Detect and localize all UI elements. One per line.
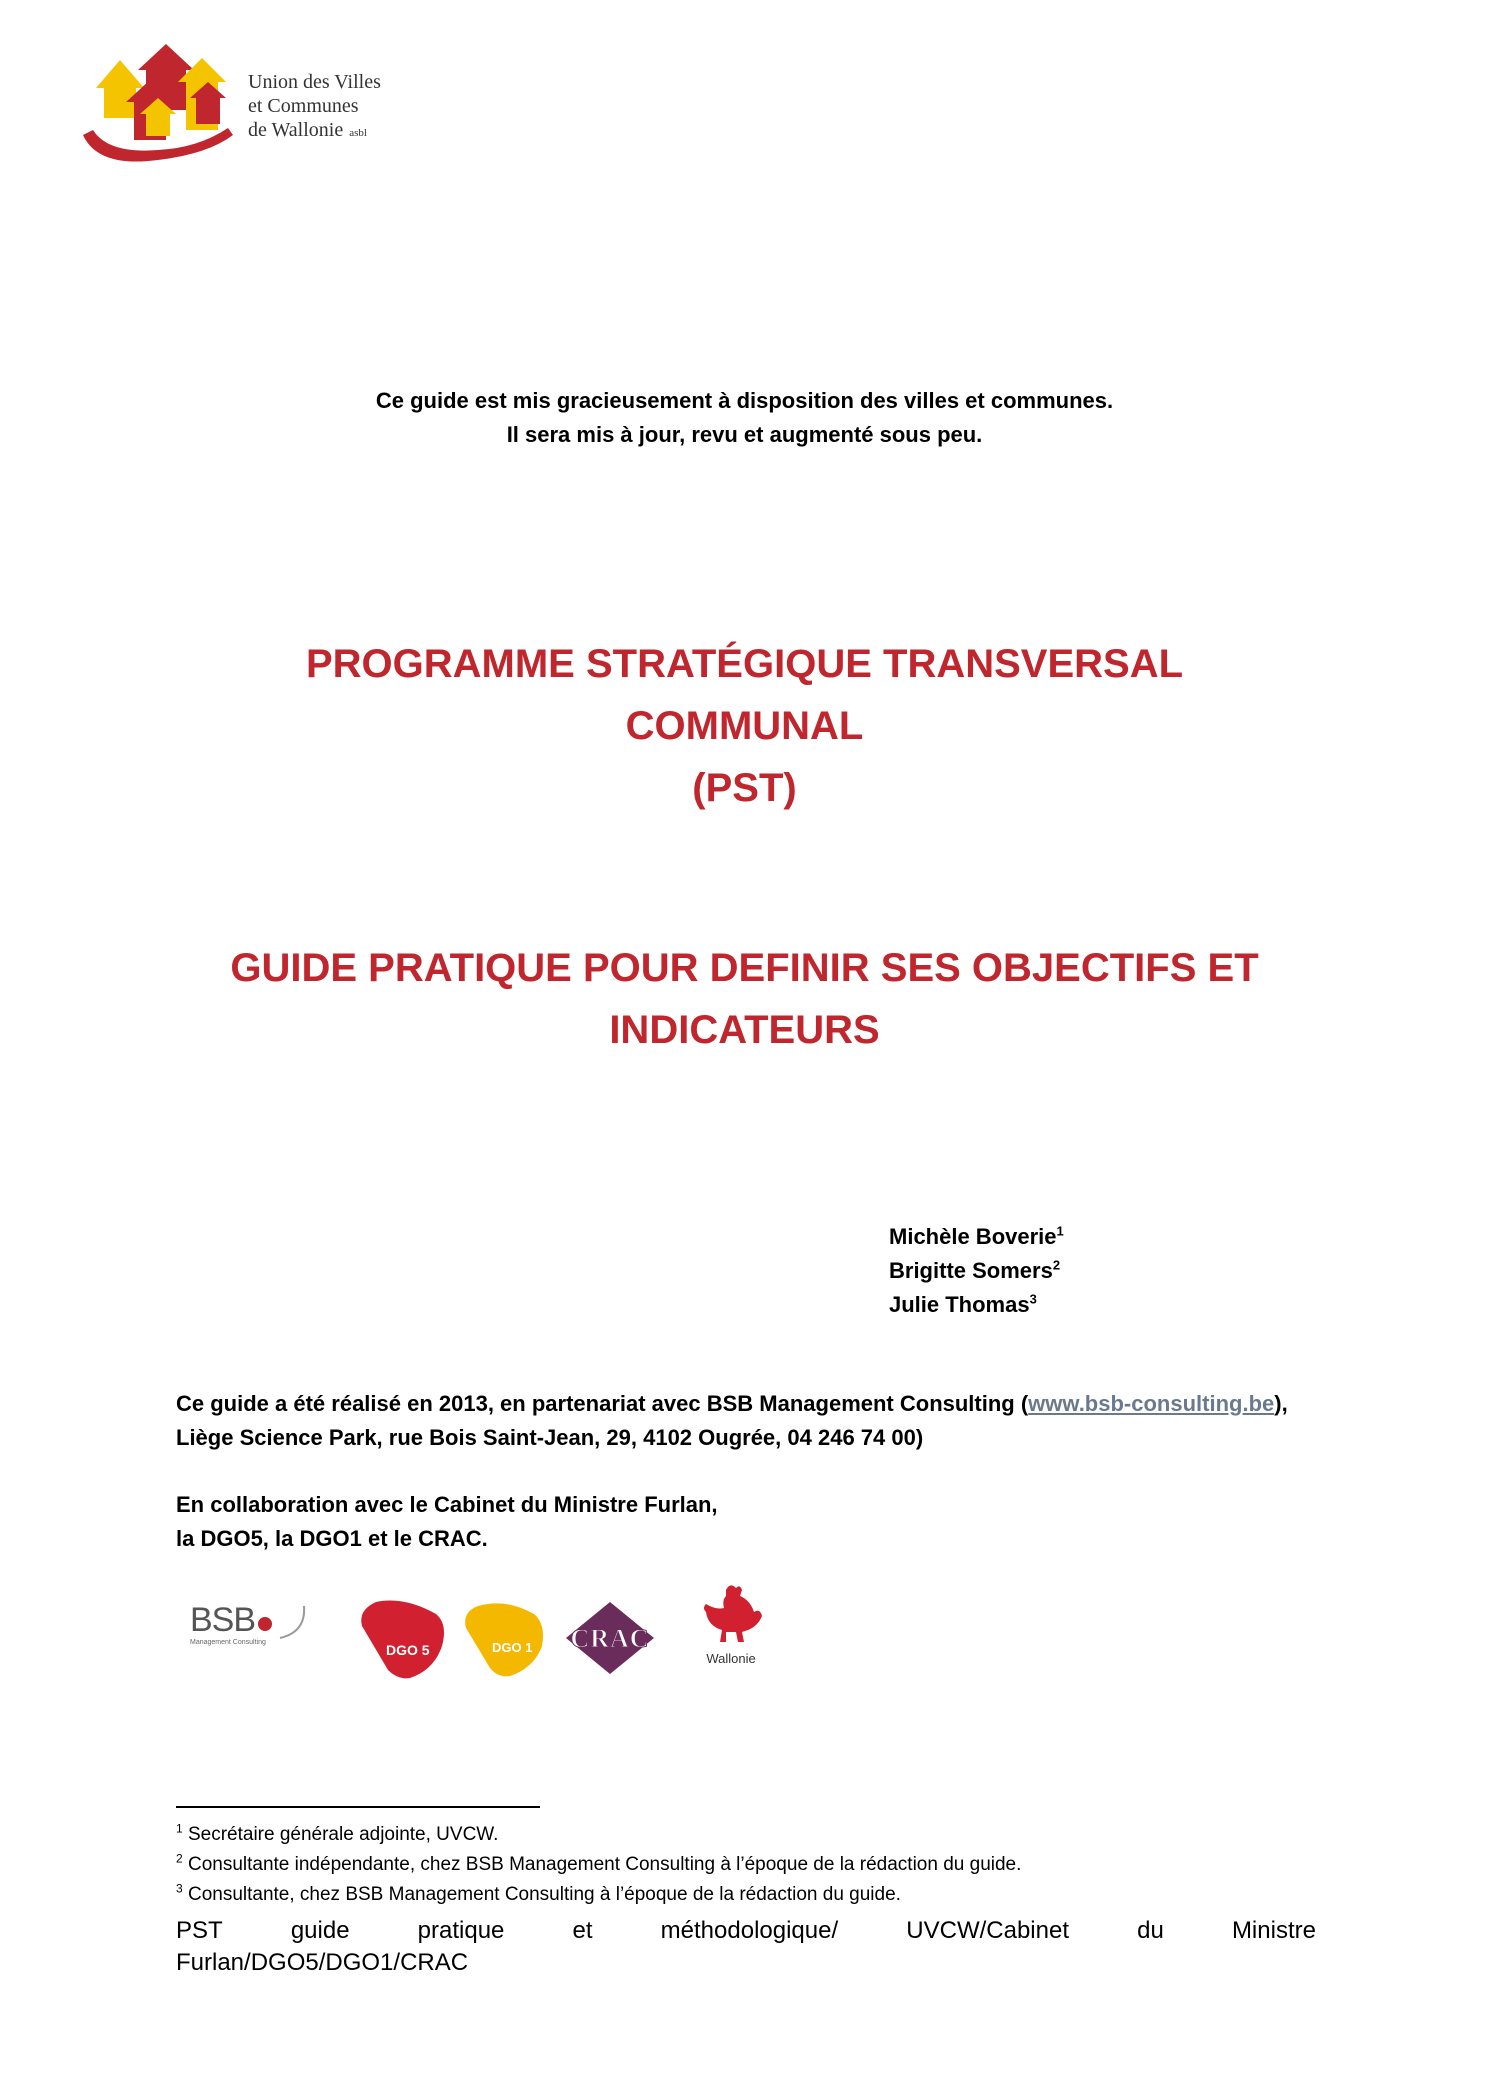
dgo5-label: DGO 5 <box>386 1642 430 1658</box>
footer-line-1: PST guide pratique et méthodologique/ UVCW/Cabinet du Ministre <box>176 1917 1316 1944</box>
intro-line-2: Il sera mis à jour, revu et augmenté sous peu. <box>506 422 983 447</box>
logo-line-1: Union des Villes <box>248 71 381 93</box>
logo-line-2: et Communes <box>248 95 359 117</box>
footnotes <box>176 1820 1021 1910</box>
footnote-ref: 1 <box>1056 1223 1064 1239</box>
bsb-subtitle: Management Consulting <box>190 1639 266 1646</box>
footnote-ref: 3 <box>1029 1291 1037 1307</box>
footnote-item: $^2$ Consultante indépendante, chez BSB Management Consulting à l’époque de la rédaction du guide. <box>176 1851 1022 1875</box>
uvcw-logo-text <box>248 70 381 145</box>
document-title <box>0 633 1489 819</box>
title-line-1: PROGRAMME STRATÉGIQUE TRANSVERSAL <box>305 642 1184 686</box>
author-item: Brigitte Somers$^2$ <box>889 1257 1061 1283</box>
wallonie-label: Wallonie <box>706 1651 756 1666</box>
intro-note <box>0 384 1489 452</box>
collaboration-paragraph <box>176 1488 718 1556</box>
logo-suffix: asbl <box>349 127 367 139</box>
dgo5-shape-icon <box>358 1596 450 1680</box>
author-item: Julie Thomas$^3$ <box>889 1291 1037 1317</box>
author-item: Michèle Boverie$^1$ <box>889 1223 1064 1249</box>
uvcw-house-emblem-icon <box>78 40 248 170</box>
bsb-dot-icon <box>258 1617 272 1631</box>
authors-list <box>889 1220 1064 1322</box>
footer-line-2: Furlan/DGO5/DGO1/CRAC <box>176 1949 469 1976</box>
footnote-ref: 2 <box>1052 1257 1061 1273</box>
collab-line-1: En collaboration avec le Cabinet du Ministre Furlan, <box>176 1492 718 1517</box>
logo-line-3: de Wallonie asbl <box>248 119 367 141</box>
footnote-item: $^3$ Consultante, chez BSB Management Consulting à l’époque de la rédaction du guide. <box>176 1881 901 1905</box>
page-footer <box>176 1915 1316 1979</box>
crac-logo <box>564 1600 656 1676</box>
document-subtitle <box>0 937 1489 1061</box>
dgo1-label: DGO 1 <box>492 1640 533 1655</box>
intro-line-1: Ce guide est mis gracieusement à disposition des villes et communes. <box>375 388 1114 413</box>
title-line-2: COMMUNAL <box>625 704 864 748</box>
walloon-rooster-icon <box>696 1582 766 1646</box>
dgo1-logo <box>462 1598 548 1678</box>
wallonie-logo <box>696 1582 766 1672</box>
bsb-logo: BSB Management Consulting <box>190 1602 310 1662</box>
partnership-paragraph: Ce guide a été réalisé en 2013, en partenariat avec BSB Management Consulting (www.bsb-consulting.be), Liège Science Park, rue Bois Saint-Jean, 29, 4102 Ougrée, 04 246 74 00) <box>176 1391 1288 1450</box>
subtitle-line-2: INDICATEURS <box>609 1008 880 1052</box>
dgo1-shape-icon <box>462 1598 548 1678</box>
dgo5-logo <box>358 1596 450 1680</box>
subtitle-line-1: GUIDE PRATIQUE POUR DEFINIR SES OBJECTIFS ET <box>230 946 1259 990</box>
partner-logos <box>190 1580 790 1690</box>
bsb-swoosh-icon <box>276 1602 310 1642</box>
crac-label: CRAC <box>570 1624 650 1653</box>
collab-line-2: la DGO5, la DGO1 et le CRAC. <box>176 1526 488 1551</box>
bsb-website-link[interactable]: www.bsb-consulting.be <box>1028 1391 1275 1416</box>
footnote-separator <box>176 1806 540 1808</box>
footnote-item: $^1$ Secrétaire générale adjointe, UVCW. <box>176 1821 499 1845</box>
title-line-3: (PST) <box>692 766 797 810</box>
uvcw-logo <box>78 40 408 170</box>
